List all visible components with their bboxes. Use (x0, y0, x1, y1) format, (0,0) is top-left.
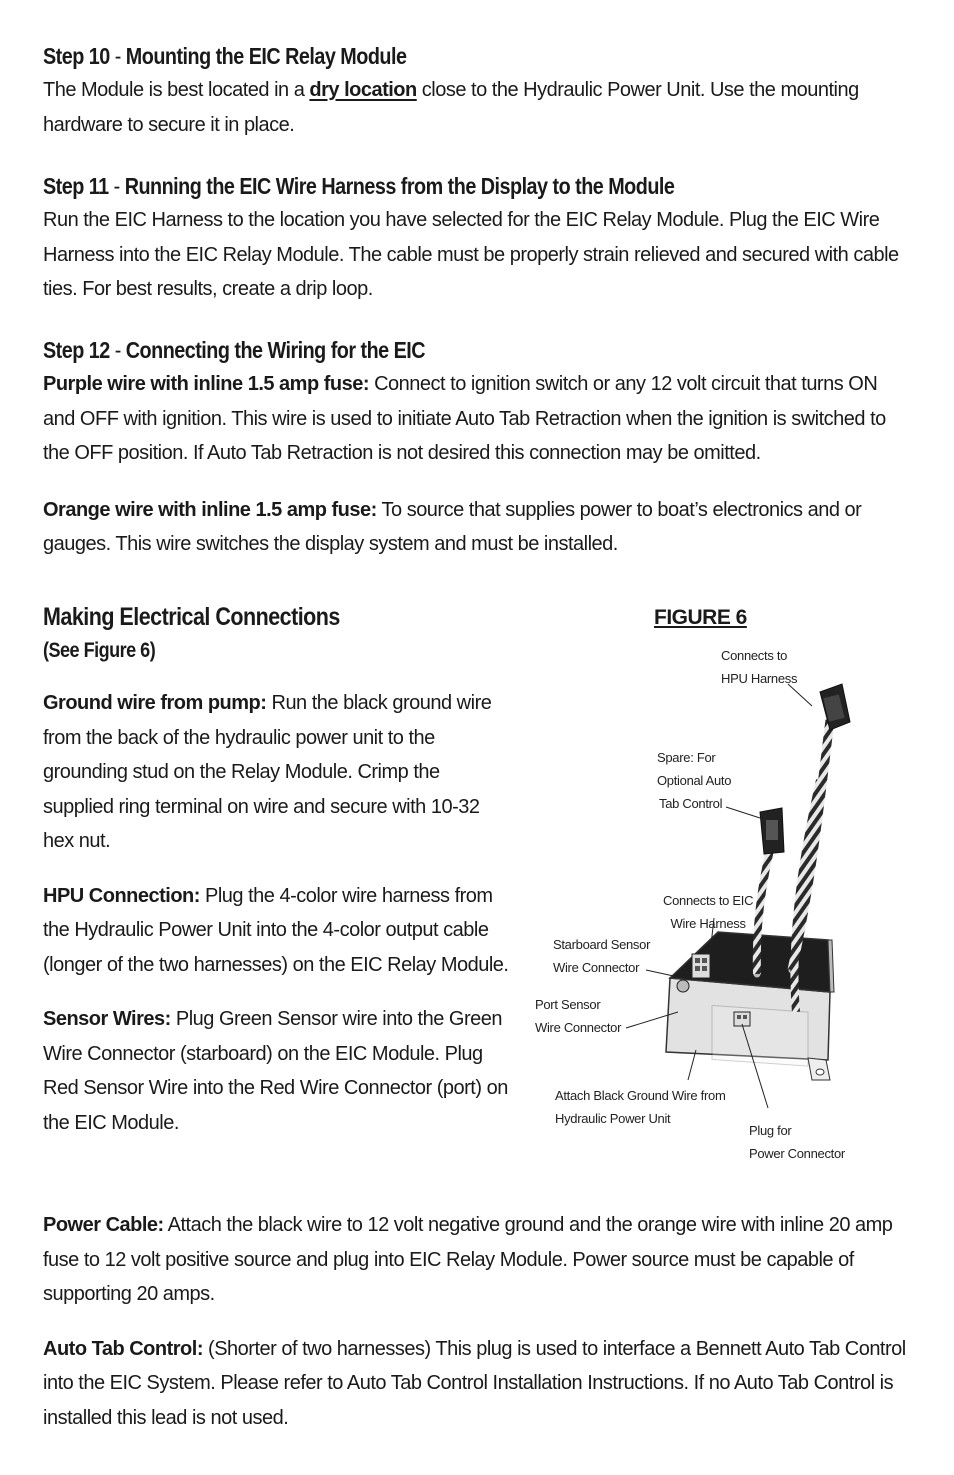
label-line: Wire Connector (553, 960, 640, 975)
hpu-connection-label: HPU Connection: (43, 884, 200, 907)
power-cable-paragraph (43, 1208, 913, 1312)
label-power-connector (749, 1119, 845, 1165)
step-number: Step 10 (43, 43, 110, 69)
label-line: Optional Auto (657, 773, 732, 788)
label-line: Spare: For (657, 750, 716, 765)
body-text: close to the Hydraulic Power Unit. Use the mounting hardware to secure it in place. (43, 79, 859, 136)
label-line: HPU Harness (721, 671, 798, 686)
purple-wire-text: Connect to ignition switch or any 12 volt circuit that turns ON and OFF with ignition. This wire is used to initiate Auto Tab Retraction when the ignition is switched to the OFF position. If Auto Tab Retraction is not desired this connection may be omitted. (43, 373, 886, 464)
hpu-connection-paragraph (43, 879, 513, 983)
step-separator: - (109, 43, 126, 69)
step-11-section (43, 169, 913, 307)
ground-wire-text: Run the black ground wire from the back of the hydraulic power unit to the grounding stud on the Relay Module. Crimp the supplied ring terminal on wire and secure with 10-32 hex nut. (43, 692, 492, 852)
step-11-body: Run the EIC Harness to the location you have selected for the EIC Relay Module. Plug the EIC Wire Harness into the EIC Relay Module. The cable must be properly strain relieved and secured with cable ties. For best results, create a drip loop. (43, 209, 899, 300)
purple-wire-label: Purple wire with inline 1.5 amp fuse: (43, 373, 370, 395)
step-title: Running the EIC Wire Harness from the Display to the Module (124, 173, 675, 199)
step-separator: - (108, 173, 125, 199)
label-line: Wire Connector (535, 1020, 622, 1035)
orange-wire-paragraph (43, 493, 913, 562)
figure-6-title: FIGURE 6 (654, 606, 747, 629)
label-line: Starboard Sensor (553, 937, 651, 952)
step-10-heading (43, 39, 791, 73)
label-ground-wire (555, 1084, 725, 1130)
label-port-sensor (535, 993, 621, 1039)
label-line: Connects to (721, 648, 788, 663)
orange-wire-text: To source that supplies power to boat’s electronics and or gauges. This wire switches the display system and must be installed. (43, 498, 862, 555)
step-12-section (43, 333, 913, 562)
auto-tab-paragraph (43, 1332, 913, 1436)
step-11-heading (43, 169, 791, 203)
label-starboard-sensor (553, 933, 650, 979)
auto-tab-text: (Shorter of two harnesses) This plug is used to interface a Bennett Auto Tab Control into the EIC System. Please refer to Auto Tab Control Installation Instructions. If no Auto Tab Control is installed this lead is not used. (43, 1337, 906, 1429)
power-cable-label: Power Cable: (43, 1214, 164, 1236)
label-line: Power Connector (749, 1146, 845, 1161)
label-line: Port Sensor (535, 997, 601, 1012)
step-title: Connecting the Wiring for the EIC (125, 337, 426, 363)
connections-subheading: (See Figure 6) (43, 639, 156, 662)
starboard-sensor-connector (692, 954, 710, 978)
step-number: Step 11 (43, 173, 109, 199)
step-10-section (43, 39, 913, 142)
sensor-wires-text: Plug Green Sensor wire into the Green Wire Connector (starboard) on the EIC Module. Plug Red Sensor Wire into the Red Wire Connector (port) on the EIC Module. (43, 1008, 508, 1134)
ground-wire-label: Ground wire from pump: (43, 692, 267, 714)
label-line: Hydraulic Power Unit (555, 1111, 671, 1126)
orange-wire-label: Orange wire with inline 1.5 amp fuse: (43, 498, 377, 521)
purple-wire-paragraph (43, 367, 913, 471)
step-title: Mounting the EIC Relay Module (125, 43, 407, 69)
label-line: Wire Harness (670, 916, 746, 931)
sensor-wires-paragraph (43, 1002, 513, 1140)
connections-heading: Making Electrical Connections (43, 603, 340, 631)
label-hpu-harness (721, 644, 797, 690)
step-number: Step 12 (43, 337, 110, 363)
step-12-heading (43, 333, 791, 367)
port-sensor-connector (677, 980, 689, 992)
sensor-wires-label: Sensor Wires: (43, 1008, 171, 1030)
step-10-body (43, 73, 913, 142)
hpu-harness-plug (820, 684, 850, 730)
step-separator: - (109, 337, 126, 363)
auto-tab-plug (760, 808, 784, 854)
power-plug-connector (734, 1012, 750, 1026)
hpu-connection-text: Plug the 4-color wire harness from the Hydraulic Power Unit into the 4-color output cable (longer of the two harnesses) on the EIC Relay Module. (43, 884, 509, 976)
label-line: Connects to EIC (663, 893, 754, 908)
power-cable-text: Attach the black wire to 12 volt negative ground and the orange wire with inline 20 amp fuse to 12 volt positive source and plug into EIC Relay Module. Power source must be capable of supporting 20 amps. (43, 1214, 893, 1305)
label-eic-harness (663, 889, 753, 935)
dry-location-emphasis: dry location (309, 79, 417, 101)
relay-module-box (666, 932, 834, 1080)
auto-tab-label: Auto Tab Control: (43, 1337, 203, 1360)
power-cable-section (43, 1208, 913, 1435)
label-line: Attach Black Ground Wire from (555, 1088, 726, 1103)
label-line: Plug for (749, 1123, 792, 1138)
label-line: Tab Control (659, 796, 723, 811)
body-text: The Module is best located in a (43, 79, 310, 101)
label-spare-auto-tab (657, 746, 731, 815)
connections-section (43, 600, 513, 1140)
ground-wire-paragraph (43, 686, 513, 859)
